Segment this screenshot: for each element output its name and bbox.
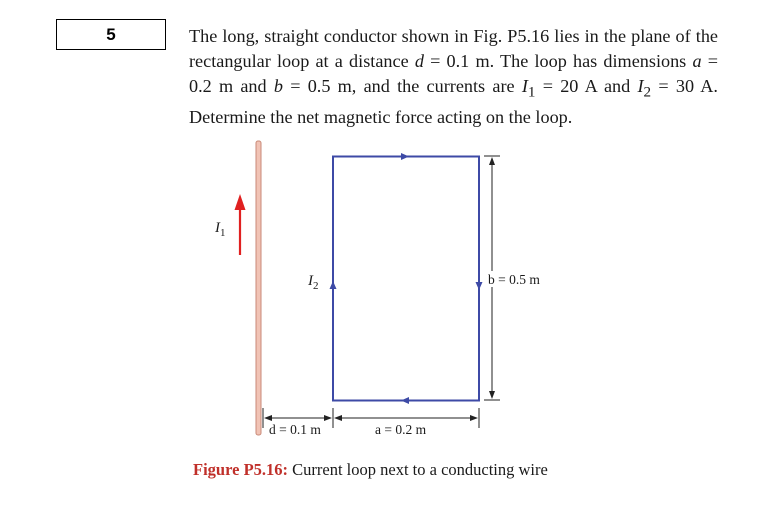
var-b: b	[273, 76, 283, 96]
label-d: d = 0.1 m	[269, 422, 321, 437]
dimension-a-arrow-left	[334, 415, 342, 421]
loop-arrow-bottom	[401, 397, 409, 404]
straight-conductor	[256, 141, 261, 435]
rectangular-loop	[333, 157, 479, 401]
var-i1: I	[521, 76, 528, 96]
label-i1: $I_1$	[215, 220, 226, 239]
text-i1-value: = 20 A and	[535, 76, 638, 96]
problem-number: 5	[106, 24, 116, 44]
dimension-d-arrow-right	[324, 415, 332, 421]
caption-head: Figure P5.16:	[193, 460, 289, 479]
label-b: b = 0.5 m	[488, 272, 540, 287]
loop-arrow-left	[330, 281, 337, 289]
label-a: a = 0.2 m	[375, 422, 427, 437]
text-i2-value: = 30 A. Determine the net magnetic force acting on the loop.	[189, 76, 718, 127]
figure-caption	[193, 460, 548, 480]
dimension-b-arrow-bottom	[489, 391, 495, 399]
var-i2-sub: 2	[643, 83, 652, 101]
label-i2: $I_2$	[308, 273, 319, 292]
var-i2: I	[637, 76, 644, 96]
dimension-a-arrow-right	[470, 415, 478, 421]
dimension-d-arrow-left	[264, 415, 272, 421]
text-lead: The long, straight conductor shown in Fig. P5.16 lies in the plane of the rectangular loop at a distance	[189, 26, 718, 71]
var-a: a	[692, 51, 702, 71]
current-i1-arrowhead	[235, 194, 246, 210]
var-i1-sub: 1	[527, 83, 536, 101]
text-a-value: = 0.2 m and	[189, 51, 718, 96]
caption-text: Current loop next to a conducting wire	[288, 460, 548, 479]
loop-arrow-right	[476, 282, 483, 290]
text-b-value: = 0.5 m, and the currents are	[282, 76, 522, 96]
var-d: d	[414, 51, 424, 71]
dimension-b-arrow-top	[489, 157, 495, 165]
loop-arrow-top	[401, 153, 409, 160]
text-d-value: = 0.1 m. The loop has dimensions	[423, 51, 693, 71]
